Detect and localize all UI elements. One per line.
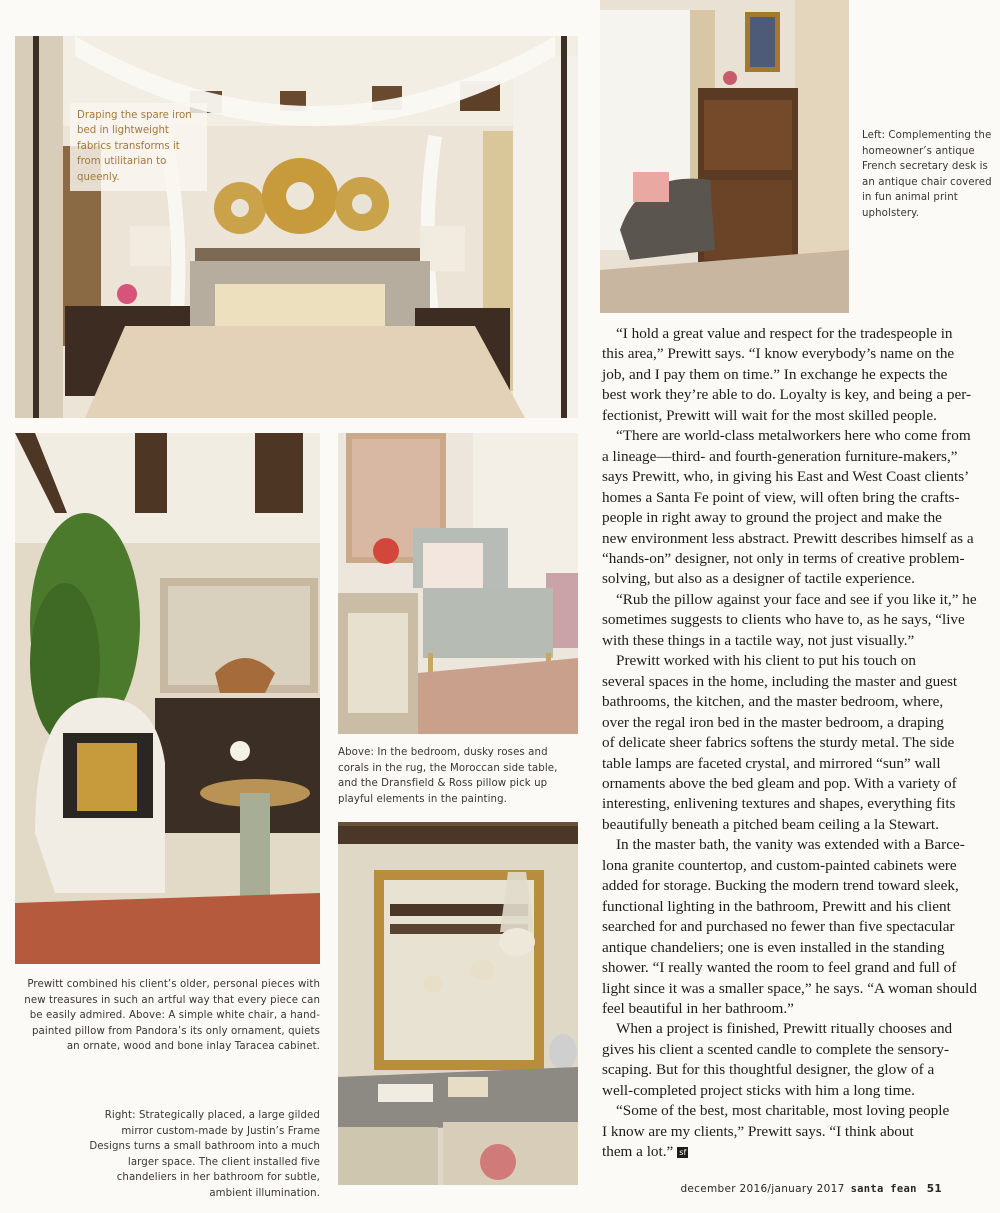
page-number: 51 (926, 1183, 942, 1195)
article-line: says Prewitt, who, in giving his East and West Coast clients’ (602, 468, 970, 486)
bedroom-chair-illustration (338, 433, 578, 734)
article-line: In the master bath, the vanity was extended with a Barce- (616, 836, 965, 854)
article-line: well-completed project sticks with him a long time. (602, 1081, 915, 1099)
bathroom-illustration (338, 822, 578, 1185)
article-line: sometimes suggests to clients who have to, as he says, “live (602, 611, 965, 629)
photo-bathroom-mirror (338, 822, 578, 1185)
article-line: with these things in a tactile way, not just visually.” (602, 631, 915, 649)
article-line: of delicate sheer fabrics softens the sturdy metal. The side (602, 734, 955, 752)
article-line: added for storage. Bucking the modern trend toward sleek, (602, 877, 959, 895)
bedroom-overlay-caption: Draping the spare iron bed in lightweight fabrics transforms it from utilitarian to queenly. (70, 103, 207, 191)
article-line: them a lot.” (602, 1143, 674, 1161)
secretary-desk-caption: Left: Complementing the homeowner’s antique French secretary desk is an antique chair covered in fun animal print upholstery. (862, 130, 992, 219)
article-line: job, and I pay them on time.” In exchange he expects the (602, 365, 948, 383)
article-line: “hands-on” designer, not only in terms of creative problem- (602, 549, 965, 567)
page-folio (680, 1183, 942, 1195)
article-line: gives his client a scented candle to complete the sensory- (602, 1040, 950, 1058)
photo-living-corner (15, 433, 320, 964)
end-mark-icon: sf (677, 1147, 688, 1158)
article-line: searched for and purchased no fewer than five spectacular (602, 918, 955, 936)
article-line: best work they’re able to do. Loyalty is key, and being a per- (602, 386, 972, 404)
article-line: light since it was a smaller space,” he says. “A woman should (602, 979, 977, 997)
article-line: “There are world-class metalworkers here who come from (616, 427, 971, 445)
article-line: homes a Santa Fe point of view, will often bring the crafts- (602, 488, 960, 506)
article-line: “Rub the pillow against your face and see if you like it,” he (616, 590, 977, 608)
article-line: over the regal iron bed in the master bedroom, a draping (602, 713, 945, 731)
article-line: interesting, enlivening textures and shapes, everything fits (602, 795, 956, 813)
article-line: antique chandeliers; one is even installed in the standing (602, 938, 945, 956)
article-line: solving, but also as a designer of tactile experience. (602, 570, 915, 588)
article-line: fectionist, Prewitt will wait for the most skilled people. (602, 406, 937, 424)
article-line: new environment less abstract. Prewitt describes himself as a (602, 529, 974, 547)
bedroom-illustration (15, 36, 578, 418)
bathroom-caption: Right: Strategically placed, a large gilded mirror custom-made by Justin’s Frame Designs turns a small bathroom into a much larger space. The client installed five chandeliers in her bathroom for subtle, ambient illumination. (89, 1110, 320, 1199)
bedroom-chair-caption: Above: In the bedroom, dusky roses and corals in the rug, the Moroccan side table, and the Dransfield & Ross pillow pick up playful elements in the painting. (338, 747, 558, 805)
article-body (602, 324, 977, 1163)
living-corner-caption: Prewitt combined his client’s older, personal pieces with new treasures in such an artful way that every piece can be easily admired. Above: A simple white chair, a hand-painted pillow from Pandora’s its only ornament, quiets an ornate, wood and bone inlay Taracea cabinet. (24, 979, 320, 1053)
article-line: beautifully beneath a pitched beam ceiling a la Stewart. (602, 815, 939, 833)
article-line: Prewitt worked with his client to put his touch on (616, 652, 916, 670)
article-line: table lamps are faceted crystal, and mirrored “sun” wall (602, 754, 941, 772)
article-line: shower. “I really wanted the room to feel grand and full of (602, 959, 957, 977)
article-line: functional lighting in the bathroom, Prewitt and his client (602, 897, 951, 915)
article-last-line (602, 1142, 948, 1162)
article-line: “Some of the best, most charitable, most loving people (616, 1102, 950, 1120)
article-line: ornaments above the bed gleam and pop. With a variety of (602, 774, 957, 792)
article-line: feel beautiful in her bathroom.” (602, 999, 794, 1017)
folio-magazine: santa fean (850, 1183, 917, 1195)
secretary-desk-illustration (600, 0, 849, 313)
article-line: “I hold a great value and respect for the tradespeople in (616, 325, 953, 342)
article-line: this area,” Prewitt says. “I know everybody’s name on the (602, 345, 955, 363)
folio-issue: december 2016/january 2017 (680, 1183, 845, 1195)
article-line: I know are my clients,” Prewitt says. “I think about (602, 1122, 914, 1140)
article-line: a lineage—third- and fourth-generation furniture-makers,” (602, 447, 958, 465)
article-line: lona granite countertop, and custom-painted cabinets were (602, 856, 957, 874)
article-line: When a project is finished, Prewitt ritually chooses and (616, 1020, 953, 1038)
article-line: several spaces in the home, including the master and guest (602, 672, 958, 690)
article-line: bathrooms, the kitchen, and the master bedroom, where, (602, 693, 944, 711)
article-line: scaping. But for this thoughtful designer, the glow of a (602, 1061, 935, 1079)
article-line: people in right away to ground the project and make the (602, 509, 942, 527)
living-corner-illustration (15, 433, 320, 964)
photo-bedroom-canopy (15, 36, 578, 418)
photo-secretary-desk (600, 0, 849, 313)
photo-bedroom-chair (338, 433, 578, 734)
